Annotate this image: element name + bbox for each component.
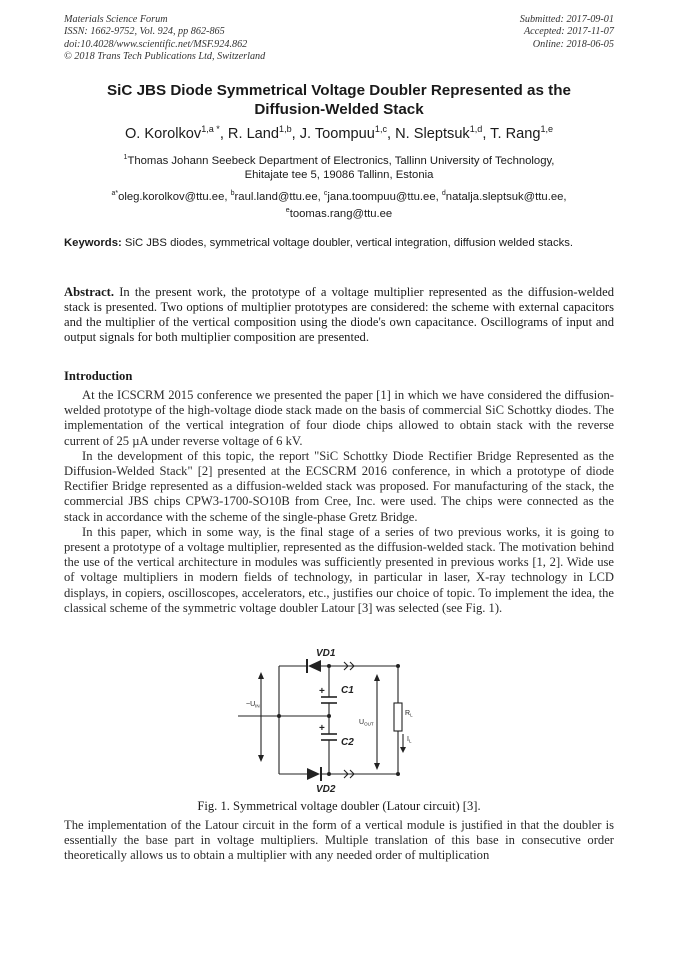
journal-name: Materials Science Forum [64,14,168,25]
label-c2: C2 [341,737,354,748]
label-c1: C1 [341,685,354,696]
email-link[interactable]: jana.toompuu@ttu.ee [327,190,436,203]
dates-header [520,14,614,51]
affiliation-line-1: Thomas Johann Seebeck Department of Electronics, Tallinn University of Technology, [127,154,555,167]
abstract-text: In the present work, the prototype of a voltage multiplier represented as the diffusion-welded stack is presented. Two options of multiplier prototypes are considered: the scheme with external capacitors and the multiplier of the vertical composition using the diode's own capacitance. Oscillograms of input and output signals for both multiplier composition are presented. [64,285,614,344]
affiliation-line-2: Ehitajate tee 5, 19086 Tallinn, Estonia [244,169,434,182]
abstract-label: Abstract. [64,285,115,299]
date-accepted: Accepted: 2017-11-07 [523,26,614,38]
date-online: Online: 2018-06-05 [532,38,614,50]
label-il: $I_L$ [407,736,412,744]
paragraph: The implementation of the Latour circuit in the form of a vertical module is justified in that the doubler is essentially the base part in voltage multipliers. Multiple translation of this base in consecutive order theoretically allows us to obtain a multiplier with any needed order of multiplication [64,818,614,863]
email-list: $^{a*}$oleg.korolkov@ttu.ee, $^b$raul.land@ttu.ee, $^c$jana.toompuu@ttu.ee, $^d$natalja.sleptsuk@ttu.ee, $^e$toomas.rang@ttu.ee [111,190,567,220]
keywords [64,236,614,251]
email-link[interactable]: natalja.sleptsuk@ttu.ee [445,190,564,203]
figure-caption: Fig. 1. Symmetrical voltage doubler (Latour circuit) [3]. [197,799,481,813]
keywords-text: SiC JBS diodes, symmetrical voltage doubler, vertical integration, diffusion welded stacks. [124,237,574,249]
label-vd2: VD2 [316,784,336,795]
journal-header [64,14,265,63]
author-sup: 1,d [469,124,483,134]
journal-doi: doi:10.4028/www.scientific.net/MSF.924.862 [64,38,248,50]
author-name: R. Land [227,125,280,142]
email-link[interactable]: toomas.rang@ttu.ee [289,207,393,220]
title-line-1: SiC JBS Diode Symmetrical Voltage Doubler Represented as the [107,82,571,99]
paper-title [64,82,614,119]
introduction-body [64,388,614,616]
label-uout: $U_{OUT}$ [359,719,374,727]
email-sup: c [323,190,328,197]
measure-arrowheads [258,672,406,770]
circuit-nodes [277,664,400,776]
author-sup: 1,c [374,124,387,134]
label-c2-plus: + [319,723,325,734]
date-submitted: Submitted: 2017-09-01 [519,14,614,25]
affiliation-sup: 1 [123,154,128,161]
section-title: Introduction [64,369,133,383]
circuit-diagram [232,648,432,808]
email-sup: d [441,190,446,197]
terminal-arrows [344,662,354,778]
label-uin: $\sim U_{IN}$ [246,701,260,709]
label-c1-plus: + [319,686,325,697]
author-name: N. Sleptsuk [395,125,470,142]
keywords-label: Keywords: [64,237,122,249]
paragraph: At the ICSCRM 2015 conference we presented the paper [1] in which we have considered the diffusion-welded prototype of the high-voltage diode stack made on the basis of commercial SiC Schottky diodes. The implementation of the vertical integration of four diode chips allowed to obtain stack with the reverse current of 25 µA under reverse voltage of 6 kV. [64,388,614,448]
label-rl: $R_L$ [405,710,413,718]
author-name: J. Toompuu [299,125,375,142]
author-sup: 1,a * [201,124,220,134]
title-line-2: Diffusion-Welded Stack [254,100,424,118]
author-sup: 1,b [279,124,292,134]
paragraph: In this paper, which in some way, is the final stage of a series of two previous works, it is going to present a prototype of a voltage multiplier, represented as the diffusion-welded stack. The motivation behind the use of the vertical architecture in modules was sufficiently presented in previous works [1, 2]. Wide use of voltage multipliers in modern fields of technology, in particular in laser, X-ray technology in LCD displays, in copiers, oscilloscopes, accelerators, etc., justifies our choice of topic. To implement the idea, the classical scheme of the symmetric voltage doubler Latour [3] was selected (see Fig. 1). [64,524,614,615]
label-vd1: VD1 [316,648,336,659]
email-sup: e [285,206,290,214]
email-sup: a* [111,190,119,197]
author-list: O. Korolkov$^{1,a *}$, R. Land$^{1,b}$, J. Toompuu$^{1,c}$, N. Sleptsuk$^{1,d}$, T. Rang$^{1,e}$ [124,124,554,142]
diode-vd1-symbol [306,659,321,673]
email-sup: b [230,190,235,197]
author-name: O. Korolkov [124,125,202,142]
email-link[interactable]: raul.land@ttu.ee [234,190,318,203]
abstract [64,285,614,345]
journal-copyright: © 2018 Trans Tech Publications Ltd, Switzerland [64,50,266,62]
diode-vd2-symbol [307,767,322,781]
paragraph: In the development of this topic, the report "SiC Schottky Diode Rectifier Bridge Represented as the Diffusion-Welded Stack" [2] presented at the ECSCRM 2016 conference, in which a prototype of diode Rectifier Bridge represented as a diffusion-welded stack was proposed. For manufacturing of the stack, the commercial JBS chips CPW3-1700-SO10B from Cree, Inc. were used. The chips were connected as the stack in accordance with the scheme of the single-phase Gretz Bridge. [64,448,614,524]
body-after-figure [64,818,614,864]
affiliation [64,151,614,182]
journal-issn: ISSN: 1662-9752, Vol. 924, pp 862-865 [64,26,225,38]
author-name: T. Rang [490,125,541,142]
email-link[interactable]: oleg.korolkov@ttu.ee [118,190,225,203]
author-sup: 1,e [540,124,554,134]
